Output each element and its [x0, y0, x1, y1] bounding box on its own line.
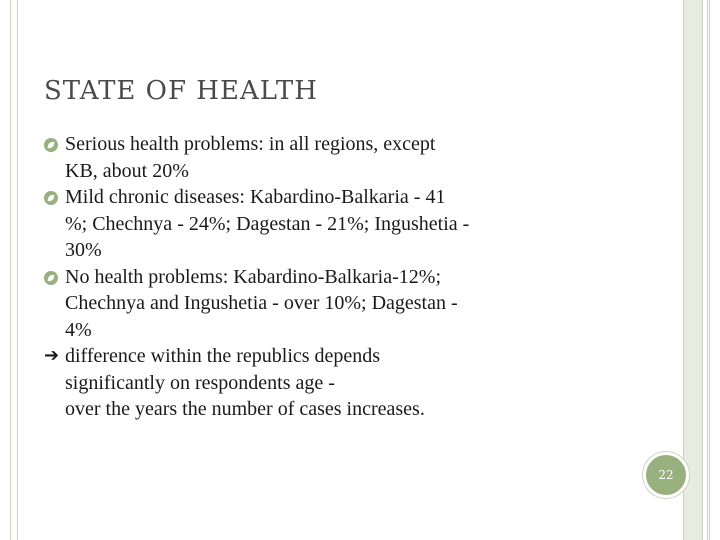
page-number-badge: 22: [643, 452, 689, 498]
bullet-line: 30%: [65, 239, 102, 261]
bullet-line: significantly on respondents age -: [65, 371, 335, 394]
bullet-line: Chechnya and Ingushetia - over 10%; Dagestan -: [65, 292, 458, 314]
bullet-line: %; Chechnya - 24%; Dagestan - 21%; Ingushetia -: [65, 212, 470, 235]
bullet-line: over the years the number of cases increases.: [65, 398, 425, 420]
arrow-item-difference: [44, 343, 644, 423]
leaf-icon: [44, 138, 58, 152]
bullet-line: Mild chronic diseases: Kabardino-Balkaria - 41: [65, 186, 446, 208]
leaf-icon: [44, 191, 58, 205]
slide-title: STATE OF HEALTH: [44, 76, 318, 106]
bullet-line: No health problems: Kabardino-Balkaria-12%;: [65, 265, 441, 288]
left-frame-border: [10, 0, 18, 540]
bullet-line: difference within the republics depends: [65, 345, 381, 367]
slide-content: [44, 131, 644, 423]
bullet-item-none: [44, 264, 644, 344]
leaf-icon: [44, 271, 58, 285]
arrow-right-icon: ➔: [44, 345, 60, 366]
bullet-line: 4%: [65, 318, 92, 341]
right-frame-line: [707, 0, 710, 540]
bullet-item-serious: [44, 131, 644, 184]
bullet-line: KB, about 20%: [65, 159, 189, 182]
right-frame-band: [683, 0, 703, 540]
bullet-item-mild: [44, 184, 644, 264]
bullet-line: Serious health problems: in all regions, except: [65, 133, 436, 155]
